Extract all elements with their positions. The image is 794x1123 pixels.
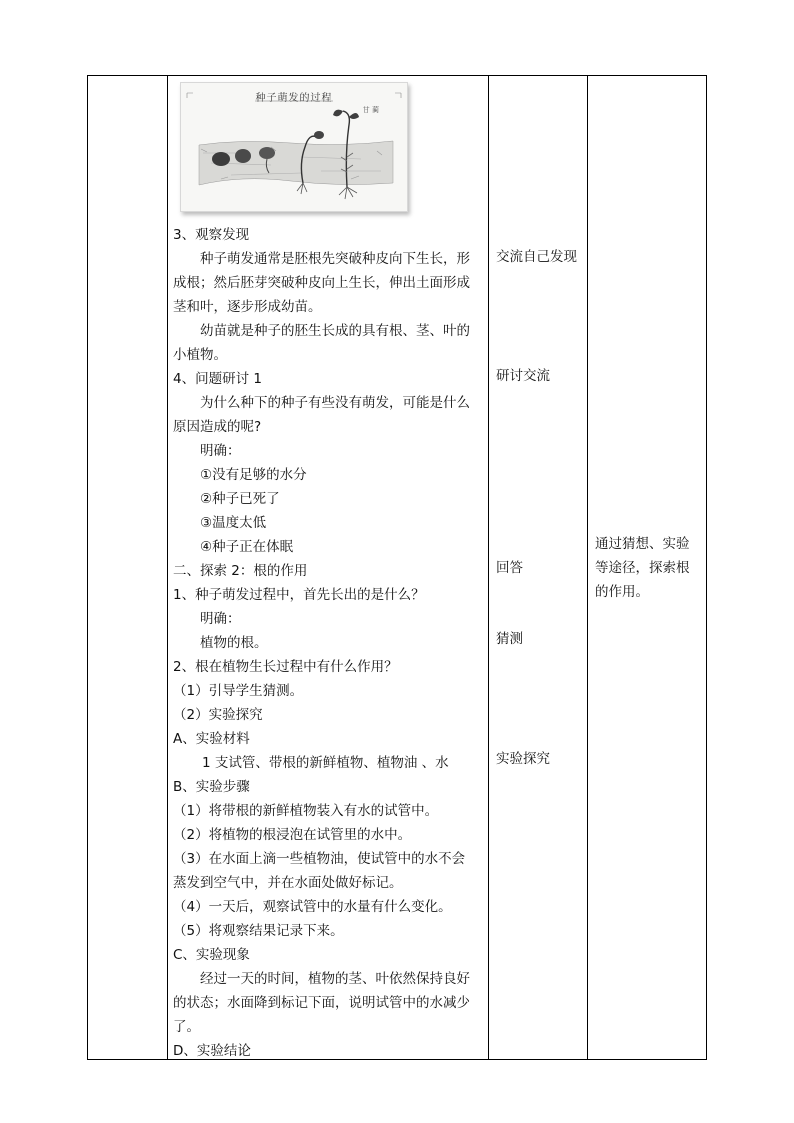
content-line: 成根；然后胚芽突破种皮向上生长，伸出土面形成 <box>173 275 470 291</box>
content-line: C、实验现象 <box>173 947 250 963</box>
content-line: 种子萌发通常是胚根先突破种皮向下生长，形 <box>200 251 470 267</box>
content-line: 茎和叶，逐步形成幼苗。 <box>173 299 322 315</box>
table-right-border <box>706 75 707 1060</box>
content-line: 幼苗就是种子的胚生长成的具有根、茎、叶的 <box>200 323 470 339</box>
seed-germination-figure <box>180 82 408 212</box>
content-line: ③温度太低 <box>200 515 267 531</box>
content-line: D、实验结论 <box>173 1043 251 1059</box>
student-activity-4: 猜测 <box>496 631 523 647</box>
content-line: （1）将带根的新鲜植物装入有水的试管中。 <box>173 803 439 819</box>
content-line: 4、问题研讨 1 <box>173 371 262 387</box>
content-line: ②种子已死了 <box>200 491 280 507</box>
content-line: 3、观察发现 <box>173 227 250 243</box>
content-line: 1、种子萌发过程中，首先长出的是什么？ <box>173 587 425 603</box>
table-top-border <box>87 75 707 76</box>
content-line: 二、探索 2：根的作用 <box>173 563 308 579</box>
content-line: 的状态；水面降到标记下面，说明试管中的水减少 <box>173 995 470 1011</box>
content-line: （2）实验探究 <box>173 707 263 723</box>
content-line: 小植物。 <box>173 347 227 363</box>
student-activity-5: 实验探究 <box>496 751 550 767</box>
content-line: 原因造成的呢? <box>173 419 262 435</box>
content-line: 明确： <box>200 443 241 459</box>
content-line: 明确： <box>200 611 241 627</box>
table-left-border <box>87 75 88 1060</box>
content-line: A、实验材料 <box>173 731 250 747</box>
content-line: 为什么种下的种子有些没有萌发，可能是什么 <box>200 395 470 411</box>
content-line: ④种子正在体眠 <box>200 539 294 555</box>
content-line: （5）将观察结果记录下来。 <box>173 923 344 939</box>
student-activity-3: 回答 <box>496 560 523 576</box>
column-divider-3 <box>587 75 588 1060</box>
design-intent-line-3: 的作用。 <box>595 584 649 600</box>
content-line: （3）在水面上滴一些植物油，使试管中的水不会 <box>173 851 466 867</box>
student-activity-1: 交流自己发现 <box>496 249 577 265</box>
content-line: 2、根在植物生长过程中有什么作用？ <box>173 659 398 675</box>
content-line: 1 支试管、带根的新鲜植物、植物油 、水 <box>202 755 449 771</box>
content-line: （4）一天后，观察试管中的水量有什么变化。 <box>173 899 452 915</box>
content-line: 蒸发到空气中，并在水面处做好标记。 <box>173 875 403 891</box>
teaching-content-column <box>173 223 485 1063</box>
content-line: （1）引导学生猜测。 <box>173 683 304 699</box>
content-line: ①没有足够的水分 <box>200 467 307 483</box>
content-line: 经过一天的时间，植物的茎、叶依然保持良好 <box>200 971 470 987</box>
figure-title: 种子萌发的过程 <box>255 93 333 104</box>
content-line: 了。 <box>173 1019 200 1035</box>
student-activity-2: 研讨交流 <box>496 368 550 384</box>
column-divider-2 <box>488 75 489 1060</box>
column-divider-1 <box>167 75 168 1060</box>
content-line: 植物的根。 <box>200 635 268 651</box>
content-line: B、实验步骤 <box>173 779 250 795</box>
content-line: （2）将植物的根浸泡在试管里的水中。 <box>173 827 412 843</box>
germination-illustration <box>181 83 407 211</box>
design-intent-line-1: 通过猜想、实验 <box>595 536 690 552</box>
design-intent-line-2: 等途径，探索根 <box>595 560 690 576</box>
figure-signature: 甘 蔺 <box>362 106 379 114</box>
